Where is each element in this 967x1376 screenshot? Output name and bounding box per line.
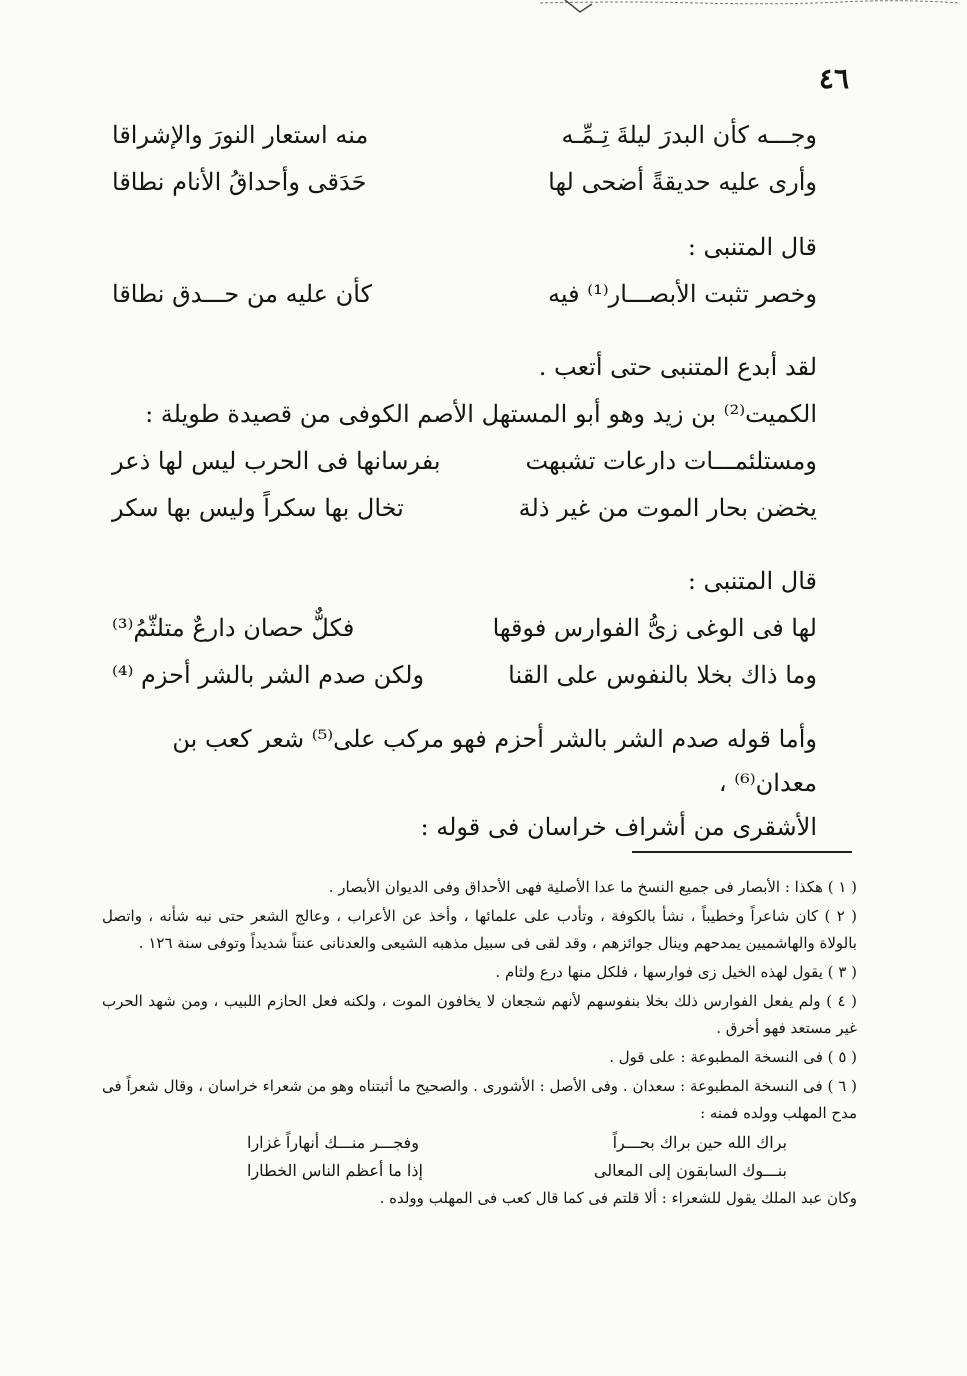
hemistich-second: تخال بها سكراً وليس بها سكر xyxy=(112,494,404,522)
page-number: ٤٦ xyxy=(818,62,849,95)
closing-paragraph-line: وأما قوله صدم الشر بالشر أحزم فهو مركب على⁽⁵⁾ شعر كعب بن معدان⁽⁶⁾ ، xyxy=(172,725,817,797)
hemistich-first: وجـــه كأن البدرَ ليلةَ تِـمِّـه xyxy=(561,121,817,149)
hemistich-first: وأرى عليه حديقةً أضحى لها xyxy=(548,168,817,196)
hemistich-second: كأن عليه من حـــدق نطاقا xyxy=(112,280,372,308)
hemistich-first: لها فى الوغى زىُّ الفوارس فوقها xyxy=(492,614,817,642)
hemistich-first: وخصر تثبت الأبصـــار⁽¹⁾ فيه xyxy=(548,280,817,308)
hemistich-first: ومستلئمـــات دارعات تشبهت xyxy=(525,447,817,475)
hemistich-second: فكلٌّ حصان دارعٌ متلثّمُ⁽³⁾ xyxy=(112,614,355,642)
verse-line xyxy=(112,112,817,159)
verse-line xyxy=(112,652,817,699)
footnotes xyxy=(102,874,857,1214)
mutanabbi-intro: قال المتنبى : xyxy=(687,567,817,595)
verse-line xyxy=(112,605,817,652)
footnote-6-end: وكان عبد الملك يقول للشعراء : ألا قلتم فى كما قال كعب فى المهلب وولده . xyxy=(379,1189,857,1207)
main-text xyxy=(112,112,817,849)
mutanabbi-intro: قال المتنبى : xyxy=(687,233,817,261)
footnote-2: ( ٢ ) كان شاعراً وخطيباً ، نشأ بالكوفة ، وتأدب على علمائها ، وأخذ عن الأعراب ، وعالج الشعر حتى نبه شأنه ، واتصل بالولاة والهاشميين يمدحهم وينال جوائزهم ، وقد لقى فى سبيل مذهبه الشيعى والعدنانى عنتاً شديداً وتوفى سنة ١٢٦ . xyxy=(102,907,858,952)
footnote-4: ( ٤ ) ولم يفعل الفوارس ذلك بخلا بنفوسهم لأنهم شجعان لا يخافون الموت ، ولكنه فعل الحازم اللبيب ، ومن شهد الحرب غير مستعد فهو أخرق . xyxy=(102,992,857,1037)
closing-paragraph-line: الأشقرى من أشراف خراسان فى قوله : xyxy=(420,813,817,841)
footnote-separator xyxy=(632,851,852,853)
footnote-1: ( ١ ) هكذا : الأبصار فى جميع النسخ ما عدا الأصلية فهى الأحداق وفى الديوان الأبصار . xyxy=(328,878,857,896)
hemistich-second: ولكن صدم الشر بالشر أحزم ⁽⁴⁾ xyxy=(112,661,425,689)
hemistich-second: حَدَقى وأحداقُ الأنام نطاقا xyxy=(112,168,367,196)
comment-line: لقد أبدع المتنبى حتى أتعب . xyxy=(538,353,817,381)
hemistich-second: بفرسانها فى الحرب ليس لها ذعر xyxy=(112,447,441,475)
verse-line xyxy=(112,485,817,532)
scan-smudge-mark xyxy=(540,0,960,14)
footnote-3: ( ٣ ) يقول لهذه الخيل زى فوارسها ، فلكل منها درع ولثام . xyxy=(495,963,857,981)
footnote-5: ( ٥ ) فى النسخة المطبوعة : على قول . xyxy=(609,1048,857,1066)
hemistich-first: وما ذاك بخلا بالنفوس على القنا xyxy=(508,661,817,689)
hemistich-first: بنـــوك السابقون إلى المعالى xyxy=(593,1161,787,1180)
footnote-verse-line xyxy=(247,1157,787,1185)
verse-line xyxy=(112,159,817,206)
hemistich-second: منه استعار النورَ والإشراقا xyxy=(112,121,369,149)
hemistich-first: براك الله حين براك بحـــراً xyxy=(612,1133,787,1152)
hemistich-first: يخضن بحار الموت من غير ذلة xyxy=(518,494,817,522)
hemistich-second: إذا ما أعظم الناس الخطارا xyxy=(247,1161,423,1180)
kumait-intro: الكميت⁽²⁾ بن زيد وهو أبو المستهل الأصم الكوفى من قصيدة طويلة : xyxy=(145,400,817,428)
hemistich-second: وفجـــر منـــك أنهاراً غزارا xyxy=(247,1133,419,1152)
verse-line xyxy=(112,271,817,318)
verse-line xyxy=(112,438,817,485)
footnote-6: ( ٦ ) فى النسخة المطبوعة : سعدان . وفى الأصل : الأشورى . والصحيح ما أثبتناه وهو من شعراء خراسان ، وقال شعراً فى مدح المهلب وولده فمنه : xyxy=(102,1077,857,1122)
footnote-verse-line xyxy=(247,1129,787,1157)
